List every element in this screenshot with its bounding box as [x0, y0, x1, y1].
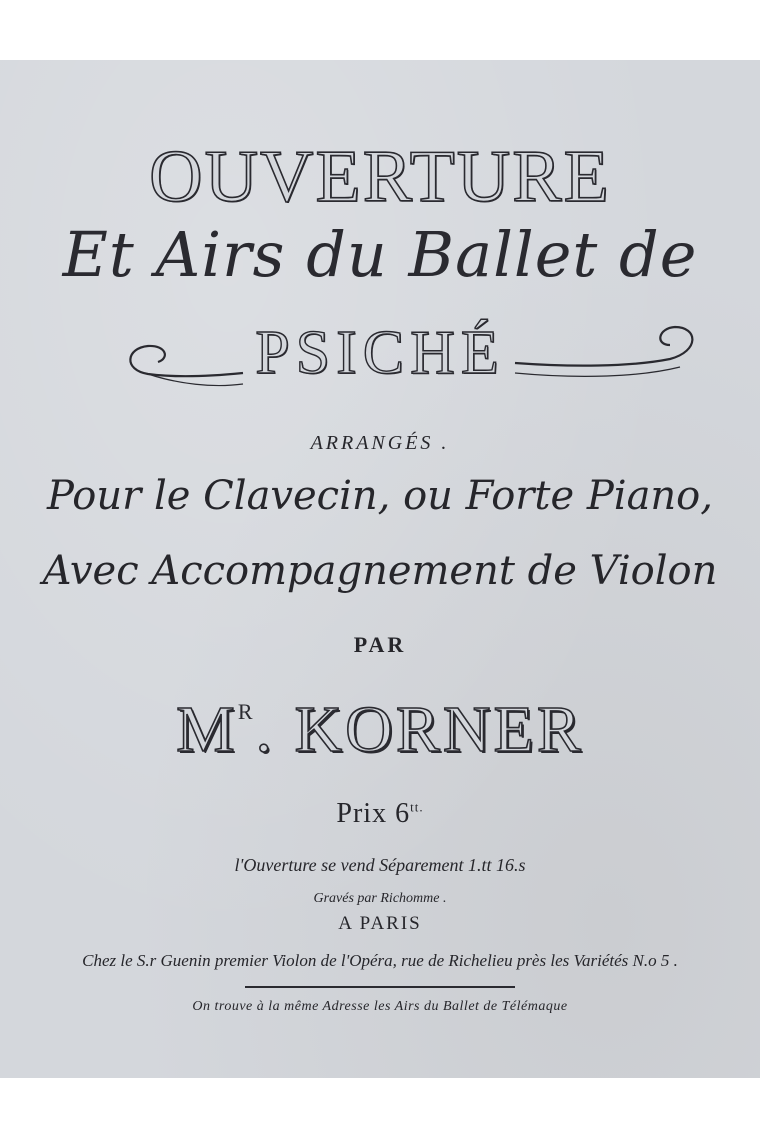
price-label: Prix 6 [336, 798, 411, 829]
instrument-line: Pour le Clavecin, ou Forte Piano, [47, 473, 713, 519]
composer-name: $M^R$. KORNER [176, 693, 584, 766]
arranges-label: ARRANGÉS . [310, 432, 450, 454]
composer-surname: KORNER [294, 693, 584, 766]
title-page [0, 60, 760, 1078]
price-unit: tt. [410, 799, 424, 815]
composer-prefix: M [176, 693, 238, 766]
divider-rule [245, 986, 515, 988]
right-flourish [510, 315, 710, 390]
title-psiche: PSICHÉ [255, 319, 505, 387]
composer-prefix-superscript: R [237, 699, 256, 724]
accompaniment-line: Avec Accompagnement de Violon [42, 548, 718, 594]
overture-sold-separately-note: l'Ouverture se vend Séparement 1.tt 16.s [234, 855, 526, 875]
title-airs-du-ballet: Et Airs du Ballet de [62, 218, 698, 291]
publisher-address: Chez le S.r Guenin premier Violon de l'Opéra, rue de Richelieu près les Variétés N.o 5 . [82, 951, 678, 970]
price [0, 798, 760, 830]
city-label: A PARIS [338, 913, 422, 934]
par-label: PAR [353, 632, 407, 657]
engraver-credit: Gravés par Richomme . [313, 891, 447, 906]
also-available-note: On trouve à la même Adresse les Airs du Ballet de Télémaque [192, 999, 568, 1014]
title-ouverture: OUVERTURE [149, 136, 611, 218]
